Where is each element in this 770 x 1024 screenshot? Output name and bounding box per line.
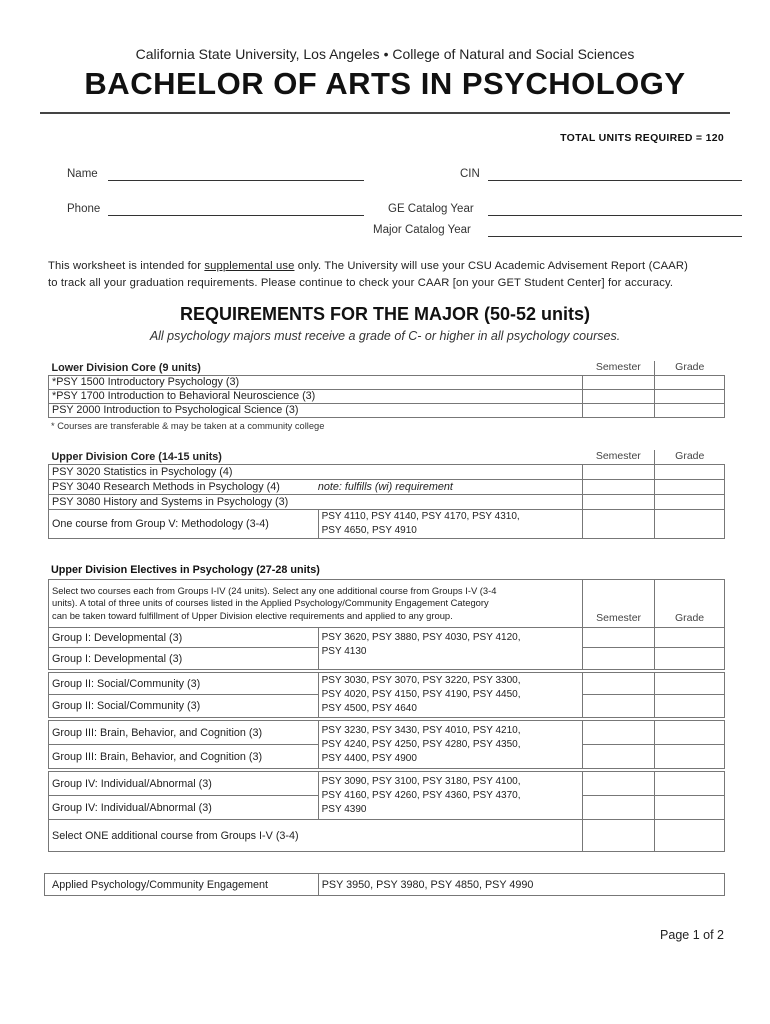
electives-table — [48, 579, 725, 852]
course-list-line: PSY 4160, PSY 4260, PSY 4360, PSY 4370, — [321, 789, 521, 801]
cin-label: CIN — [460, 168, 480, 180]
university-line: California State University, Los Angeles • College of Natural and Social Sciences — [135, 46, 635, 62]
semester-cell[interactable] — [583, 796, 655, 820]
semester-cell[interactable] — [583, 389, 655, 403]
group-ii-row-2: Group II: Social/Community (3) — [49, 695, 319, 718]
one-additional-row: Select ONE additional course from Groups I-V (3-4) — [49, 820, 583, 852]
group-iii-row-1: Group III: Brain, Behavior, and Cognition (3) — [49, 721, 319, 745]
semester-cell[interactable] — [583, 721, 655, 745]
course-row: PSY 2000 Introduction to Psychological Science (3) — [49, 403, 583, 417]
course-list-line: PSY 4110, PSY 4140, PSY 4170, PSY 4310, — [321, 510, 520, 522]
electives-description — [49, 580, 583, 628]
course-list-line: PSY 4130 — [321, 646, 367, 657]
major-title: REQUIREMENTS FOR THE MAJOR (50-52 units) — [179, 304, 591, 324]
group-iv-row-2: Group IV: Individual/Abnormal (3) — [49, 796, 319, 820]
applied-table — [44, 873, 725, 896]
name-label: Name — [67, 168, 98, 180]
grade-cell[interactable] — [655, 745, 725, 769]
course-list-line: PSY 3620, PSY 3880, PSY 4030, PSY 4120, — [321, 632, 521, 643]
group-iii-courses — [318, 721, 582, 769]
major-subtitle: All psychology majors must receive a grade of C- or higher in all psychology courses. — [149, 329, 621, 343]
semester-cell[interactable] — [583, 464, 655, 479]
semester-cell[interactable] — [583, 695, 655, 718]
semester-header: Semester — [583, 580, 655, 628]
total-units: TOTAL UNITS REQUIRED = 120 — [560, 132, 724, 144]
semester-cell[interactable] — [583, 403, 655, 417]
semester-cell[interactable] — [583, 509, 655, 538]
ge-catalog-label: GE Catalog Year — [388, 203, 474, 215]
semester-header: Semester — [583, 450, 655, 464]
intro-line-2: to track all your graduation requirements. Please continue to check your CAAR [on your GET Student Center] for accuracy. — [48, 277, 674, 289]
group-iv-courses — [318, 772, 582, 820]
group-ii-row-1: Group II: Social/Community (3) — [49, 673, 319, 695]
phone-field[interactable] — [108, 215, 364, 216]
semester-cell[interactable] — [583, 648, 655, 670]
wi-note: note: fulfills (wi) requirement — [317, 480, 453, 493]
applied-label: Applied Psychology/Community Engagement — [45, 874, 319, 896]
page-title: BACHELOR OF ARTS IN PSYCHOLOGY — [84, 66, 686, 101]
major-catalog-label: Major Catalog Year — [373, 224, 471, 236]
course-list-line: PSY 3230, PSY 3430, PSY 4010, PSY 4210, — [321, 724, 521, 736]
desc-line: can be taken toward fulfillment of Upper Division elective requirements and applied to any group. — [52, 609, 453, 621]
course-list-line: PSY 3030, PSY 3070, PSY 3220, PSY 3300, — [321, 675, 521, 686]
course-row — [49, 479, 583, 494]
grade-cell[interactable] — [655, 695, 725, 718]
grade-cell[interactable] — [655, 479, 725, 494]
cin-field[interactable] — [488, 180, 742, 181]
course-row: PSY 3080 History and Systems in Psychology (3) — [49, 494, 583, 509]
course-list-line: PSY 4650, PSY 4910 — [321, 524, 417, 536]
grade-header: Grade — [675, 361, 705, 373]
course-row: *PSY 1700 Introduction to Behavioral Neuroscience (3) — [49, 389, 583, 403]
group-i-row-2: Group I: Developmental (3) — [49, 648, 319, 670]
group-iii-row-2: Group III: Brain, Behavior, and Cognition (3) — [49, 745, 319, 769]
grade-cell[interactable] — [655, 648, 725, 670]
major-catalog-field[interactable] — [488, 236, 742, 237]
transfer-note: * Courses are transferable & may be taken at a community college — [51, 421, 325, 431]
phone-label: Phone — [67, 203, 101, 215]
course-list-line: PSY 4500, PSY 4640 — [321, 703, 417, 714]
group-i-courses — [318, 628, 582, 670]
grade-cell[interactable] — [655, 820, 725, 852]
group-i-row-1: Group I: Developmental (3) — [49, 628, 319, 648]
lower-division-title: Lower Division Core (9 units) — [51, 361, 201, 374]
semester-cell[interactable] — [583, 772, 655, 796]
group-v-label: One course from Group V: Methodology (3-4) — [49, 509, 319, 538]
semester-cell[interactable] — [583, 494, 655, 509]
page-number: Page 1 of 2 — [660, 928, 724, 942]
course-list-line: PSY 4390 — [321, 803, 367, 815]
grade-cell[interactable] — [655, 375, 725, 389]
course-list-line: PSY 4240, PSY 4250, PSY 4280, PSY 4350, — [321, 738, 521, 750]
upper-division-table — [48, 450, 725, 539]
semester-cell[interactable] — [583, 479, 655, 494]
applied-courses: PSY 3950, PSY 3980, PSY 4850, PSY 4990 — [318, 874, 724, 896]
name-field[interactable] — [108, 180, 364, 181]
grade-cell[interactable] — [655, 673, 725, 695]
intro-text-2: only. The University will use your CSU Academic Advisement Report (CAAR) — [294, 260, 688, 272]
electives-title: Upper Division Electives in Psychology (27-28 units) — [51, 564, 320, 576]
course-row: *PSY 1500 Introductory Psychology (3) — [49, 375, 583, 389]
intro-line-1 — [48, 258, 738, 275]
grade-cell[interactable] — [655, 721, 725, 745]
ge-catalog-field[interactable] — [488, 215, 742, 216]
desc-line: units). A total of three units of courses listed in the Applied Psychology/Community Engagement Category — [52, 597, 489, 609]
intro-underlined: supplemental use — [204, 260, 295, 272]
grade-cell[interactable] — [655, 509, 725, 538]
grade-cell[interactable] — [655, 796, 725, 820]
grade-cell[interactable] — [655, 403, 725, 417]
course-list-line: PSY 4400, PSY 4900 — [321, 752, 417, 764]
semester-cell[interactable] — [583, 745, 655, 769]
grade-cell[interactable] — [655, 464, 725, 479]
course-list-line: PSY 4020, PSY 4150, PSY 4190, PSY 4450, — [321, 689, 521, 700]
group-ii-courses — [318, 673, 582, 718]
intro-text: This worksheet is intended for — [48, 260, 205, 272]
grade-header: Grade — [675, 450, 705, 462]
semester-cell[interactable] — [583, 673, 655, 695]
grade-header: Grade — [655, 580, 725, 628]
grade-cell[interactable] — [655, 494, 725, 509]
course-text: PSY 3040 Research Methods in Psychology (4) — [52, 480, 280, 493]
group-v-courses — [318, 509, 583, 538]
grade-cell[interactable] — [655, 389, 725, 403]
grade-cell[interactable] — [655, 628, 725, 648]
desc-line: Select two courses each from Groups I-IV (24 units). Select any one additional course from Groups I-V (3-4 — [52, 584, 497, 596]
lower-division-table — [48, 361, 725, 418]
course-list-line: PSY 3090, PSY 3100, PSY 3180, PSY 4100, — [321, 775, 521, 787]
semester-cell[interactable] — [583, 375, 655, 389]
upper-division-title: Upper Division Core (14-15 units) — [51, 450, 222, 463]
grade-cell[interactable] — [655, 772, 725, 796]
semester-header: Semester — [583, 361, 655, 375]
semester-cell[interactable] — [583, 628, 655, 648]
header-divider — [40, 112, 730, 114]
course-row: PSY 3020 Statistics in Psychology (4) — [49, 464, 583, 479]
group-iv-row-1: Group IV: Individual/Abnormal (3) — [49, 772, 319, 796]
semester-cell[interactable] — [583, 820, 655, 852]
